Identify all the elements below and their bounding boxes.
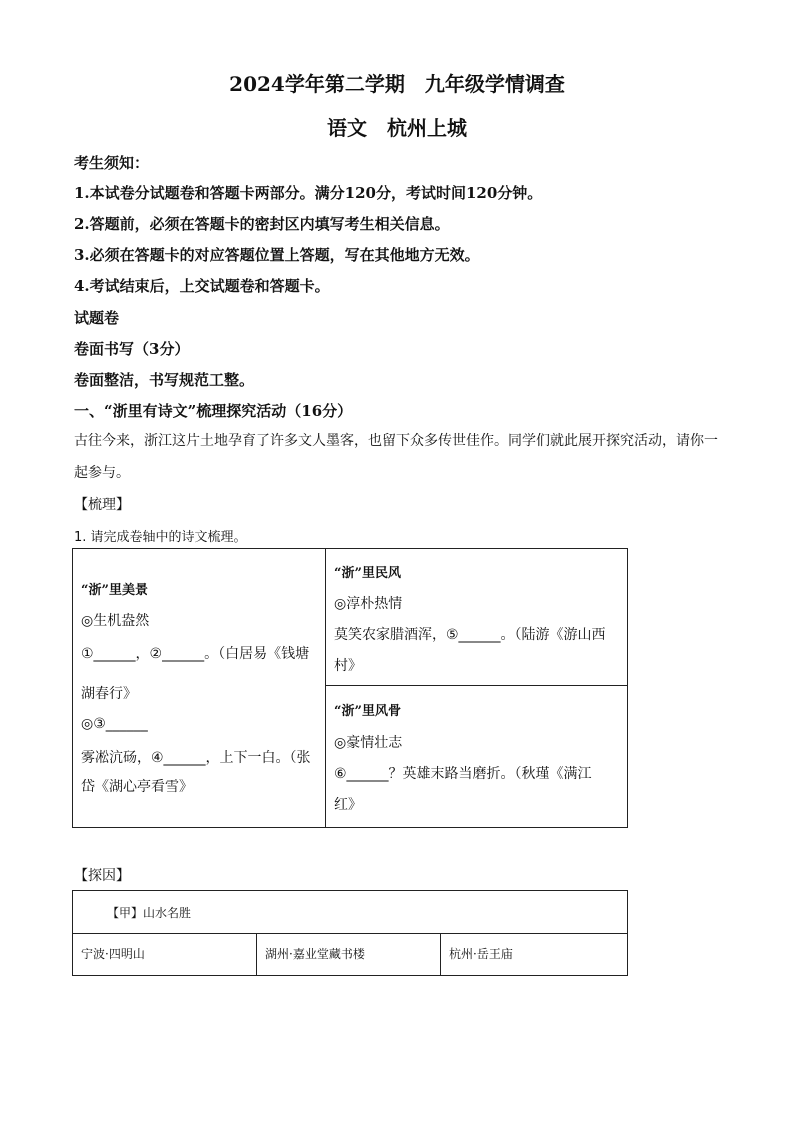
notice-item: 2.答题前，必须在答题卡的密封区内填写考生相关信息。 bbox=[74, 215, 450, 233]
explore-cell: 湖州·嘉业堂藏书楼 bbox=[257, 934, 441, 975]
explore-row-heading: 【甲】山水名胜 bbox=[107, 906, 192, 920]
explore-cell: 宁波·四明山 bbox=[73, 934, 257, 975]
handwriting-heading: 卷面书写（3分） bbox=[74, 340, 190, 358]
notice-heading: 考生须知： bbox=[74, 154, 150, 172]
notice-item: 1.本试卷分试题卷和答题卡两部分。满分120分，考试时间120分钟。 bbox=[74, 184, 543, 202]
intro-line: 古往今来，浙江这片土地孕育了许多文人墨客，也留下众多传世佳作。同学们就此展开探究活动，请你一 bbox=[74, 433, 718, 449]
question-1: 1. 请完成卷轴中的诗文梳理。 bbox=[74, 530, 247, 545]
explore-label: 【探因】 bbox=[74, 868, 130, 884]
explore-cell: 杭州·岳王庙 bbox=[449, 947, 513, 961]
poem-cell-spirit bbox=[326, 686, 627, 827]
part1-intro bbox=[74, 425, 724, 489]
explore-table bbox=[72, 890, 628, 976]
sort-label: 【梳理】 bbox=[74, 497, 130, 513]
cell-line: ◎生机盎然 bbox=[81, 613, 150, 629]
exam-title: 2024学年第二学期 九年级学情调查 bbox=[229, 72, 565, 96]
explore-table-header bbox=[73, 891, 627, 934]
intro-line: 起参与。 bbox=[74, 465, 130, 481]
cell-heading: “浙”里风骨 bbox=[334, 704, 401, 719]
cell-line: ①______，②______。（白居易《钱塘 bbox=[81, 646, 310, 662]
cell-line: 湖春行》 bbox=[81, 686, 137, 702]
section-label: 试题卷 bbox=[74, 309, 120, 327]
cell-line: 红》 bbox=[334, 797, 362, 813]
notice-item: 4.考试结束后，上交试题卷和答题卡。 bbox=[74, 277, 330, 295]
poem-cell-customs bbox=[326, 549, 627, 686]
cell-heading: “浙”里美景 bbox=[81, 583, 148, 598]
handwriting-text: 卷面整洁，书写规范工整。 bbox=[74, 371, 255, 389]
poem-cell-scenery bbox=[73, 549, 326, 827]
cell-line: 村》 bbox=[334, 658, 362, 674]
part1-heading: 一、“浙里有诗文”梳理探究活动（16分） bbox=[74, 402, 353, 420]
notice-item: 3.必须在答题卡的对应答题位置上答题，写在其他地方无效。 bbox=[74, 246, 480, 264]
cell-line: 莫笑农家腊酒浑，⑤______。（陆游《游山西 bbox=[334, 627, 606, 643]
cell-line: ◎淳朴热情 bbox=[334, 596, 403, 612]
exam-subtitle: 语文 杭州上城 bbox=[327, 116, 467, 140]
poem-table bbox=[72, 548, 628, 828]
cell-line: ◎③______ bbox=[81, 716, 148, 732]
cell-line: 雾凇沆砀，④______，上下一白。（张 bbox=[81, 750, 311, 766]
cell-line: ⑥______？英雄末路当磨折。（秋瑾《满江 bbox=[334, 766, 592, 782]
cell-line: ◎豪情壮志 bbox=[334, 735, 403, 751]
cell-line: 岱《湖心亭看雪》 bbox=[81, 779, 193, 795]
cell-heading: “浙”里民风 bbox=[334, 566, 401, 581]
